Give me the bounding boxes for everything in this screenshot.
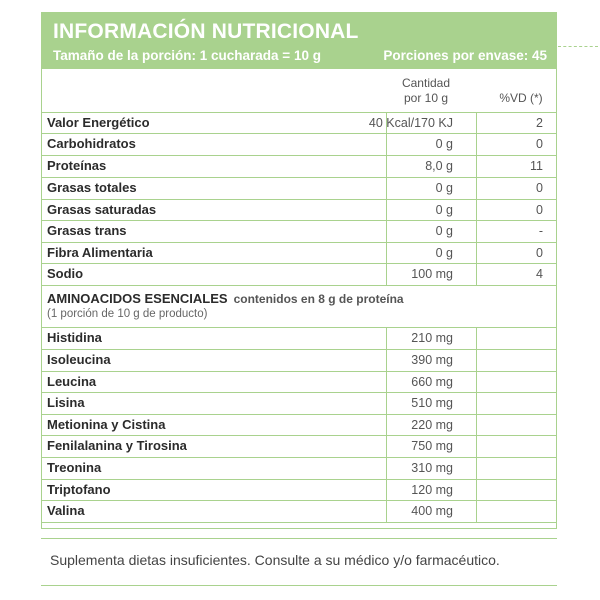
nutrient-amount: 8,0 g <box>425 159 453 173</box>
nutrient-row <box>41 112 557 133</box>
dotted-leader <box>558 46 598 47</box>
amino-row <box>41 479 557 500</box>
amino-label: Isoleucina <box>47 352 111 367</box>
column-divider <box>476 112 477 285</box>
amino-label: Fenilalanina y Tirosina <box>47 438 187 453</box>
column-divider <box>386 327 387 523</box>
nutrient-row <box>41 155 557 176</box>
nutrient-vd: - <box>538 224 543 238</box>
nutrient-row <box>41 242 557 263</box>
amino-amount: 390 mg <box>411 353 453 367</box>
amino-label: Valina <box>47 503 85 518</box>
nutrient-vd: 0 <box>536 246 543 260</box>
footer-text: Suplementa dietas insuficientes. Consulte a su médico y/o farmacéutico. <box>50 552 500 568</box>
amino-label: Triptofano <box>47 482 111 497</box>
servings-per-container: Porciones por envase: 45 <box>383 48 547 63</box>
header-subline <box>53 48 547 63</box>
amino-row <box>41 349 557 370</box>
nutrient-vd: 2 <box>536 116 543 130</box>
nutrient-label: Carbohidratos <box>47 136 136 151</box>
nutrient-row <box>41 220 557 241</box>
amino-row <box>41 457 557 478</box>
nutrient-label: Grasas totales <box>47 180 137 195</box>
nutrient-row <box>41 177 557 198</box>
amino-label: Leucina <box>47 374 97 389</box>
column-divider <box>386 112 387 285</box>
portion-size: Tamaño de la porción: 1 cucharada = 10 g <box>53 48 321 63</box>
nutrient-vd: 0 <box>536 137 543 151</box>
nutrition-header <box>41 12 557 69</box>
amino-note: (1 porción de 10 g de producto) <box>47 308 208 320</box>
amino-amount: 210 mg <box>411 331 453 345</box>
nutrient-label: Sodio <box>47 266 84 281</box>
amino-amount: 660 mg <box>411 375 453 389</box>
amino-row <box>41 371 557 392</box>
amino-amount: 120 mg <box>411 483 453 497</box>
nutrient-label: Grasas trans <box>47 223 127 238</box>
vd-column-header: %VD (*) <box>499 91 543 105</box>
nutrient-amount: 40 Kcal/170 KJ <box>368 116 453 130</box>
amino-label: Lisina <box>47 395 85 410</box>
nutrient-label: Valor Energético <box>47 115 150 130</box>
footer-note <box>41 538 557 586</box>
amount-column-header: Cantidad por 10 g <box>401 76 451 105</box>
amino-acids-heading <box>41 285 557 327</box>
nutrient-label: Grasas saturadas <box>47 202 157 217</box>
nutrient-amount: 0 g <box>435 203 453 217</box>
nutrient-vd: 0 <box>536 181 543 195</box>
amino-amount: 400 mg <box>411 504 453 518</box>
nutrient-label: Proteínas <box>47 158 107 173</box>
table-bottom-rule <box>41 522 557 523</box>
nutrient-vd: 0 <box>536 203 543 217</box>
nutrient-amount: 0 g <box>435 246 453 260</box>
nutrient-label: Fibra Alimentaria <box>47 245 153 260</box>
nutrient-amount: 0 g <box>435 137 453 151</box>
nutrient-amount: 100 mg <box>411 267 453 281</box>
nutrient-row <box>41 263 557 284</box>
nutrient-amount: 0 g <box>435 224 453 238</box>
amino-label: Treonina <box>47 460 102 475</box>
amino-amount: 220 mg <box>411 418 453 432</box>
amino-row <box>41 392 557 413</box>
nutrient-row <box>41 133 557 154</box>
amino-heading: AMINOACIDOS ESENCIALES <box>47 291 228 306</box>
amino-row <box>41 327 557 348</box>
amino-amount: 510 mg <box>411 396 453 410</box>
header-title: INFORMACIÓN NUTRICIONAL <box>53 20 359 43</box>
nutrient-row <box>41 199 557 220</box>
amino-amount: 750 mg <box>411 439 453 453</box>
amino-row <box>41 414 557 435</box>
amino-label: Metionina y Cistina <box>47 417 166 432</box>
amino-row <box>41 435 557 456</box>
amino-subheading: contenidos en 8 g de proteína <box>233 292 404 306</box>
amino-label: Histidina <box>47 330 102 345</box>
nutrient-vd: 11 <box>530 159 543 173</box>
amino-row <box>41 500 557 521</box>
nutrient-vd: 4 <box>536 267 543 281</box>
amino-amount: 310 mg <box>411 461 453 475</box>
nutrient-amount: 0 g <box>435 181 453 195</box>
column-divider <box>476 327 477 523</box>
